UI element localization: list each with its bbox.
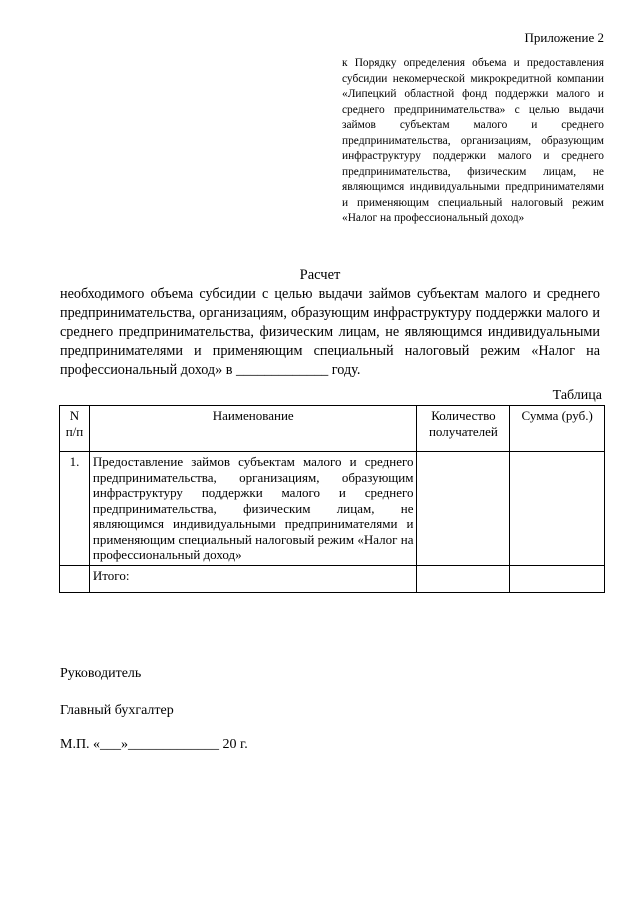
total-count-cell <box>417 565 510 592</box>
document-title: Расчет <box>299 267 341 283</box>
total-sum-cell <box>510 565 605 592</box>
calculation-table <box>59 405 605 593</box>
header-name: Наименование <box>89 406 417 452</box>
total-number-cell <box>60 565 90 592</box>
table-total-row <box>60 565 605 592</box>
table-header-row <box>60 406 605 452</box>
signature-head: Руководитель <box>60 666 142 681</box>
table-row <box>60 452 605 566</box>
signature-chief-accountant: Главный бухгалтер <box>60 703 174 718</box>
header-number: N п/п <box>60 406 90 452</box>
row-sum-cell <box>510 452 605 566</box>
appendix-label: Приложение 2 <box>524 30 604 45</box>
stamp-date-line: М.П. «___»_____________ 20 г. <box>60 737 248 752</box>
total-label: Итого: <box>89 565 417 592</box>
row-count-cell <box>417 452 510 566</box>
header-sum: Сумма (руб.) <box>510 406 605 452</box>
row-name: Предоставление займов субъектам малого и среднего предпринимательства, организациям, образующим инфраструктуру поддержки малого и среднего предпринимательства, физическим лицам, не являющимся индивидуальными предпринимателями и применяющим специальный налоговый режим «Налог на профессиональный доход» <box>89 452 417 566</box>
row-number: 1. <box>60 452 90 566</box>
header-count: Количество получателей <box>417 406 510 452</box>
appendix-description: к Порядку определения объема и предоставления субсидии некомерческой микрокредитной компании «Липецкий областной фонд поддержки малого и среднего предпринимательства» с целью выдачи займов субъектам малого и среднего предпринимательства, организациям, образующим инфраструктуру поддержки малого и среднего предпринимательства, физическим лицам, не являющимся индивидуальными предпринимателями и применяющим специальный налоговый режим «Налог на профессиональный доход» <box>342 57 604 224</box>
table-caption: Таблица <box>552 388 602 403</box>
document-subtitle: необходимого объема субсидии с целью выдачи займов субъектам малого и среднего предпринимательства, организациям, образующим инфраструктуру поддержки малого и среднего предпринимательства, физическим лицам, не являющимся индивидуальными предпринимателями и применяющим специальный налоговый режим «Налог на профессиональный доход» в _____________ году. <box>60 286 600 378</box>
